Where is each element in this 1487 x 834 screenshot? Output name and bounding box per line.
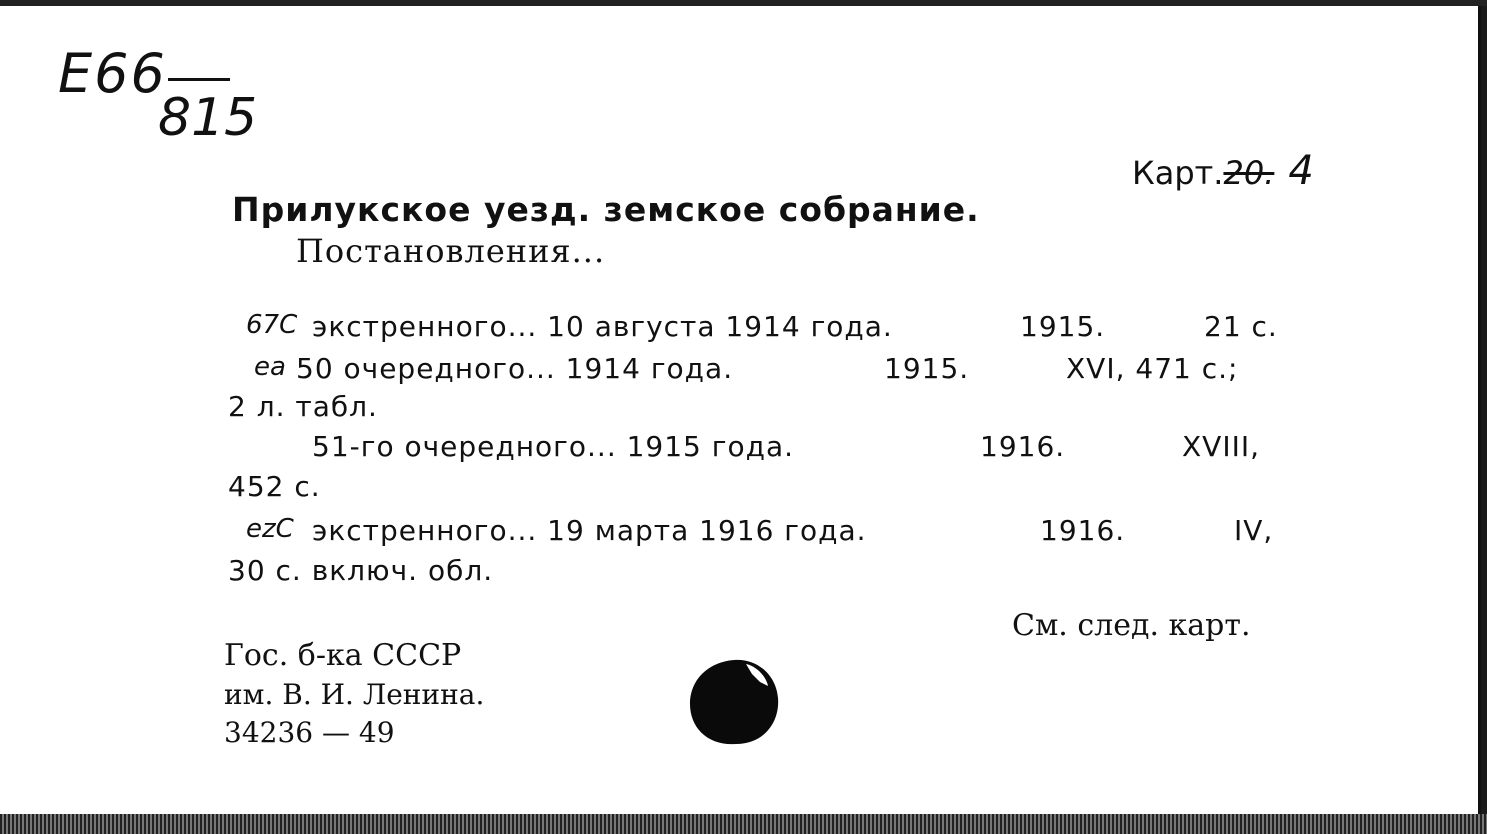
catalog-card bbox=[0, 6, 1481, 814]
entry-3-description: 51-го очередного... 1915 года. bbox=[312, 430, 795, 463]
entry-1-mark: 67C bbox=[246, 310, 298, 340]
entry-4-pages: IV, bbox=[1234, 514, 1274, 547]
card-heading: Прилукское уезд. земское собрание. bbox=[232, 190, 980, 229]
publisher-line-2: им. В. И. Ленина. bbox=[224, 678, 485, 711]
entry-2-mark: ea bbox=[254, 352, 286, 382]
card-number-label: Карт. bbox=[1132, 154, 1224, 192]
entry-2-year: 1915. bbox=[884, 352, 970, 385]
entry-1-year: 1915. bbox=[1020, 310, 1106, 343]
card-subheading: Постановления... bbox=[296, 232, 606, 270]
entry-4-year: 1916. bbox=[1040, 514, 1126, 547]
entry-3-pages: XVIII, bbox=[1182, 430, 1261, 463]
entry-2-description: 50 очередного... 1914 года. bbox=[296, 352, 734, 385]
scan-bottom-border bbox=[0, 814, 1487, 834]
card-number bbox=[1132, 148, 1314, 194]
entry-3-continuation: 452 с. bbox=[228, 470, 321, 503]
call-number-top: E66 bbox=[58, 42, 167, 105]
entry-4-description: экстренного... 19 марта 1916 года. bbox=[312, 514, 867, 547]
punch-hole-ink-blot bbox=[686, 656, 782, 748]
entry-4-mark: ezC bbox=[246, 514, 294, 544]
see-also-note: См. след. карт. bbox=[1012, 608, 1251, 643]
publisher-line-3: 34236 — 49 bbox=[224, 716, 395, 749]
publisher-line-1: Гос. б-ка СССР bbox=[224, 638, 462, 673]
call-number-divider bbox=[168, 78, 230, 81]
entry-2-pages: XVI, 471 с.; bbox=[1066, 352, 1239, 385]
card-number-struck: 20. bbox=[1223, 154, 1275, 192]
entry-1-description: экстренного... 10 августа 1914 года. bbox=[312, 310, 893, 343]
card-number-handwritten: 4 bbox=[1288, 148, 1314, 194]
entry-4-continuation: 30 с. включ. обл. bbox=[228, 554, 494, 587]
entry-3-year: 1916. bbox=[980, 430, 1066, 463]
entry-2-continuation: 2 л. табл. bbox=[228, 390, 378, 423]
call-number-bottom: 815 bbox=[158, 88, 258, 148]
entry-1-pages: 21 с. bbox=[1204, 310, 1278, 343]
